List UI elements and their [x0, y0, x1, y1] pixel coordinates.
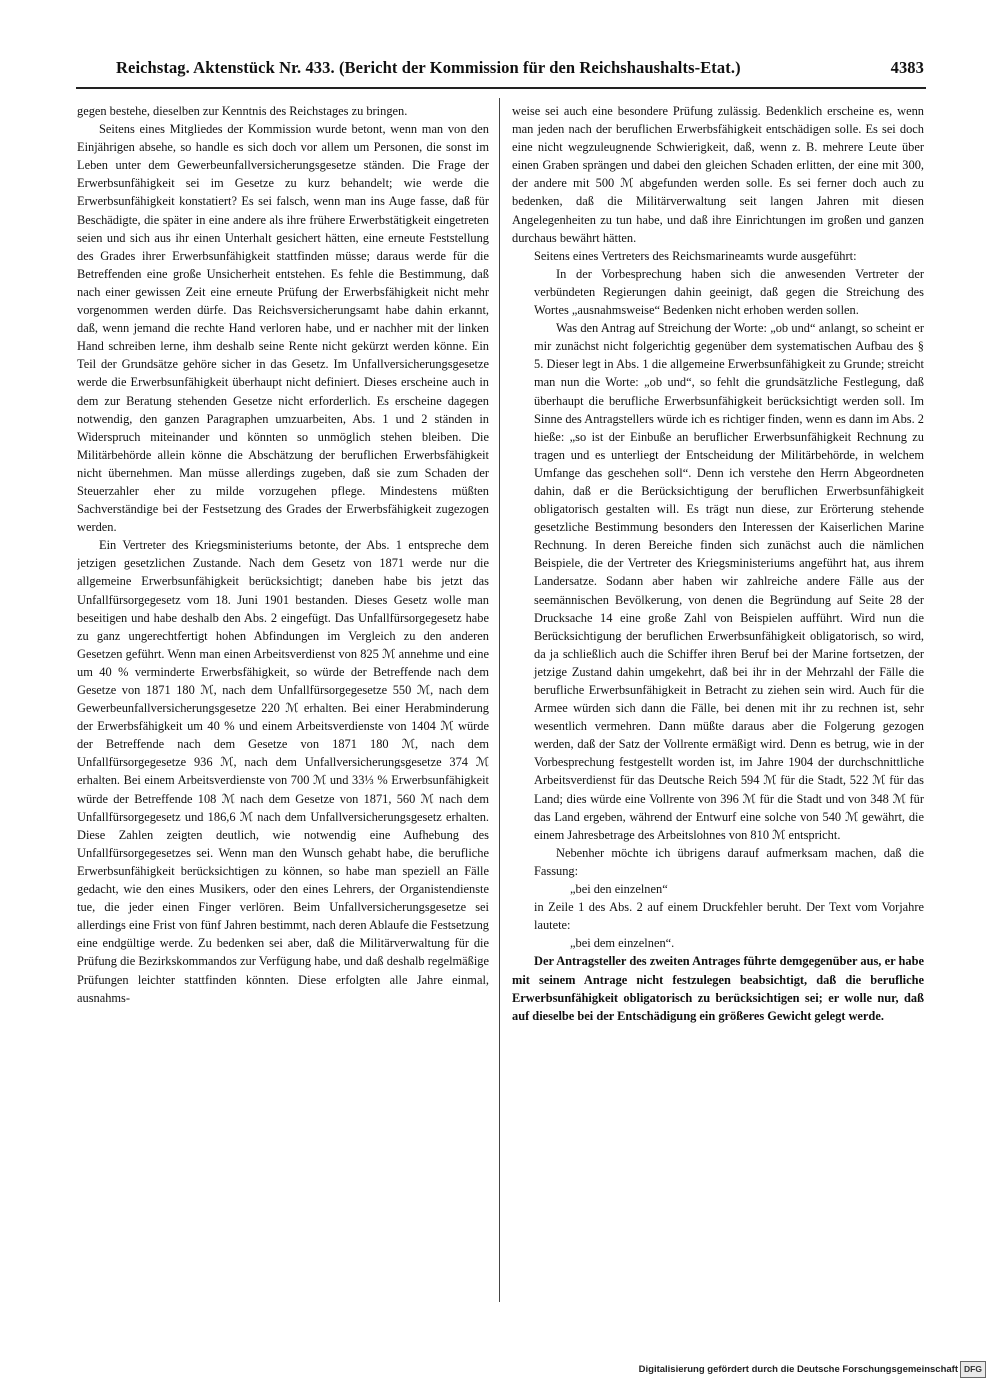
header-rule [76, 87, 926, 89]
paragraph: Seitens eines Mitgliedes der Kommission wurde betont, wenn man von den Einjährigen absehe, so handle es sich doch vor allem um Personen, die sonst im Leben unter dem Gewerbeunfallversicherungsgesetze ständen. Die Frage der Erwerbsunfähigkeit sei im Gesetze zu kurz behandelt; wie werde die Erwerbsunfähigkeit konstatiert? Es sei falsch, wenn man ins Auge fasse, daß für Beschädigte, die später in eine andere als ihre frühere Erwerbstätigkeit eingetreten seien und sich aus ihr einen Unterhalt gesichert hätten, eine erneute Feststellung des Grades ihrer Erwerbsunfähigkeit stattfinden müsse; daraus werde für die Betreffenden eine große Unsicherheit entstehen. Es fehle die Bestimmung, daß nach einer gewissen Zeit eine erneute Prüfung der Erwerbsfähigkeit nicht mehr vorgenommen werden dürfe. Das Reichsversicherungsamt habe dahin erkannt, daß, wenn jemand die rechte Hand verloren habe, und er nachher mit der linken Hand schreiben lerne, ihm deshalb seine Rente nicht gekürzt werden könne. Ein Teil der Grundsätze gehöre sicher in das Gesetz. Im Unfallversicherungsgesetze werde die Erwerbsunfähigkeit überhaupt nicht definiert. Dieses erscheine auch in dem zur Beratung stehenden Gesetze nicht erforderlich. Es erscheine dagegen notwendig, den ganzen Paragraphen umzuarbeiten, Abs. 1 und 2 ständen in Widerspruch miteinander und könnten so unmöglich stehen bleiben. Die Militärbehörde allein könne die Abschätzung der beruflichen Erwerbsfähigkeit nicht übernehmen. Man müsse allerdings zugeben, daß sie zum Schaden der Steuerzahler eher zu milde vorzugehen pflege. Mindestens müßten Sachverständige bei der Festsetzung des Grades der Erwerbsfähigkeit zugezogen werden. [77, 122, 489, 535]
running-head [116, 54, 924, 84]
page-number: 4383 [890, 58, 924, 77]
paragraph: weise sei auch eine besondere Prüfung zulässig. Bedenklich erscheine es, wenn man jeden nach der beruflichen Erwerbsfähigkeit entschädigen solle. Es sei doch eine nicht wegzuleugnende Schwierigkeit, daß, wenn z. B. mehrere Leute über einen Graben sprängen und dabei den gleichen Schaden erlitten, der eine mit 300, der andere mit 500 ℳ abgefunden werden solle. Es sei ferner doch auch zu bedenken, daß die Militärverwaltung seit langen Jahren mit diesen Angelegenheiten zu tun habe, und daß ihre Einrichtungen im großen und ganzen durchaus bewährt hätten. [512, 104, 924, 245]
paragraph: Ein Vertreter des Kriegsministeriums betonte, der Abs. 1 entspreche dem jetzigen gesetzlichen Zustande. Nach dem Gesetz von 1871 werde nur die allgemeine Erwerbsunfähigkeit berücksichtigt; daneben habe bis jetzt das Unfallfürsorgegesetz vom 18. Juni 1901 bestanden. Dieses Gesetz wolle man beseitigen und habe deshalb den Abs. 2 eingefügt. Das Unfallfürsorgegesetz habe zu ganz ungerechtfertigt hohen Abfindungen im Vergleich zu den anderen Gesetzen geführt. Wenn man einen Arbeitsverdienst von 825 ℳ annehme und eine um 40 % verminderte Erwerbsfähigkeit, so würde der Betreffende nach dem Gesetze von 1871 180 ℳ, nach dem Unfallfürsorgegesetze 550 ℳ, nach dem Gewerbeunfallversicherungsgesetze 220 ℳ erhalten. Bei einer Herabminderung der Erwerbsfähigkeit um 40 % und einem Arbeitsverdienste von 1404 ℳ würde der Betreffende nach dem Gesetze von 1871 180 ℳ, nach dem Unfallfürsorgegesetze 936 ℳ, nach dem Unfallversicherungsgesetze 374 ℳ erhalten. Bei einem Arbeitsverdienste von 700 ℳ und 33⅓ % Erwerbsunfähigkeit würde der Betreffende 108 ℳ nach dem Gesetze von 1871, 560 ℳ nach dem Unfallfürsorgegesetz und 186,6 ℳ nach dem Unfallversicherungsgesetz erhalten. Diese Zahlen zeigten deutlich, wie notwendig eine Aufhebung des Unfallfürsorgegesetzes sei. Wenn man den Wunsch gehabt habe, die berufliche Erwerbsunfähigkeit berücksichtigen zu können, so habe man speziell an Fälle gedacht, wie den eines Musikers, oder den eines Lehrers, der Organistendienste tue, die jeder einen Finger verlören. Beim Unfallversicherungsgesetze sei allerdings eine Frist von fünf Jahren bestimmt, nach deren Ablaufe die Festsetzung eine endgültige werde. Zu bedenken sei aber, daß die Militärverwaltung für die Prüfung die Bezirkskommandos zur Verfügung habe, und daß deshalb regelmäßige Prüfungen leichter stattfinden könnten. Diese erfolgten alle Jahre einmal, ausnahms- [77, 538, 489, 1005]
right-column [512, 102, 924, 1302]
paragraph: Seitens eines Vertreters des Reichsmarineamts wurde ausgeführt: [534, 248, 857, 263]
quoted-paragraph: Nebenher möchte ich übrigens darauf aufmerksam machen, daß die Fassung: [534, 845, 924, 878]
left-column [77, 102, 489, 1302]
quoted-paragraph: In der Vorbesprechung haben sich die anwesenden Vertreter der verbündeten Regierungen dahin geeinigt, daß gegen die Streichung des Wortes „ausnahmsweise“ Bedenken nicht erhoben werden sollen. [534, 266, 924, 318]
column-divider [499, 98, 500, 1302]
digitization-credit: Digitalisierung gefördert durch die Deutsche Forschungsgemeinschaft [638, 1364, 958, 1375]
paragraph: gegen bestehe, dieselben zur Kenntnis des Reichstages zu bringen. [77, 104, 408, 118]
quoted-paragraph: in Zeile 1 des Abs. 2 auf einem Druckfehler beruht. Der Text vom Vorjahre lautete: [534, 900, 924, 933]
dfg-logo: DFG [960, 1361, 986, 1378]
quoted-paragraph: Was den Antrag auf Streichung der Worte: „ob und“ anlangt, so scheint er mir zunächst nicht folgerichtig gegenüber dem systematischen Aufbau des § 5. Dieser legt in Abs. 1 die allgemeine Erwerbsunfähigkeit zu Grunde; streicht man nun die Worte: „ob und“, so fehlt die grundsätzliche Festlegung, daß überhaupt die berufliche Erwerbsunfähigkeit berücksichtigt werden soll. Im Sinne des Antragstellers würde ich es richtiger finden, wenn es dann im Abs. 2 hieße: „so ist der Einbuße an beruflicher Erwerbsunfähigkeit Rechnung zu tragen und es unterliegt der Entscheidung der Militärbehörde, in welchem Umfange das geschehen soll“. Denn ich verstehe den Herrn Abgeordneten dahin, daß er die Berücksichtigung der beruflichen Erwerbsunfähigkeit obligatorisch gestalten will. Es trägt nun diese, zur Erörterung stehende gesetzliche Bestimmung besonders den Interessen der Kaiserlichen Marine Rechnung. In deren Bereiche finden sich zunächst auch die nämlichen Beispiele, die der Vertreter des Kriegsministeriums angeführt hat, aus ihrem Landersatze. Sodann aber haben wir zahlreiche andere Fälle aus der seemännischen Bevölkerung, von denen die Begründung auf Seite 28 der Drucksache 14 eine große Zahl von Beispielen aufführt. Wird nun die Berücksichtigung der beruflichen Erwerbsunfähigkeit obligatorisch, so wird, da ja schließlich auch die Schiffer ihren Beruf bei der Marine fortsetzen, der jetzige Zustand dahin umgekehrt, daß bei ihr in der Mehrzahl der Fälle die berufliche Erwerbsunfähigkeit in Betracht zu ziehen sein wird. Auch für die Armee würden sich dann die Fälle, bei denen mit ihr zu rechnen ist, sehr wesentlich vermehren. Dann müßte daraus aber die Folgerung gezogen werden, daß der Satz der Vollrente ermäßigt wird. Denn es betrug, wie in der Vorbesprechung festgestellt worden ist, im Jahre 1904 der durchschnittliche Arbeitsverdienst für das Deutsche Reich 594 ℳ für die Stadt, 522 ℳ für das Land; dies würde eine Vollrente von 396 ℳ für die Stadt und von 348 ℳ für das Land ergeben, während der Entwurf eine solche von 540 ℳ gewährt, die einem Jahresbetrage des Arbeitslohnes von 810 ℳ entspricht. [534, 321, 924, 842]
paragraph: Der Antragsteller des zweiten Antrages führte demgegenüber aus, er habe mit seinem Antrage nicht festzulegen beabsichtigt, daß die berufliche Erwerbsunfähigkeit obligatorisch zu berücksichtigen sei; er wolle nur, daß auf dieselbe bei der Entschädigung ein größeres Gewicht gelegt werde. [512, 954, 924, 1023]
quoted-phrase: „bei dem einzelnen“. [570, 936, 675, 951]
running-head-title: Reichstag. Aktenstück Nr. 433. (Bericht der Kommission für den Reichshaushalts-Etat.) [116, 58, 741, 77]
quoted-phrase: „bei den einzelnen“ [570, 882, 668, 897]
